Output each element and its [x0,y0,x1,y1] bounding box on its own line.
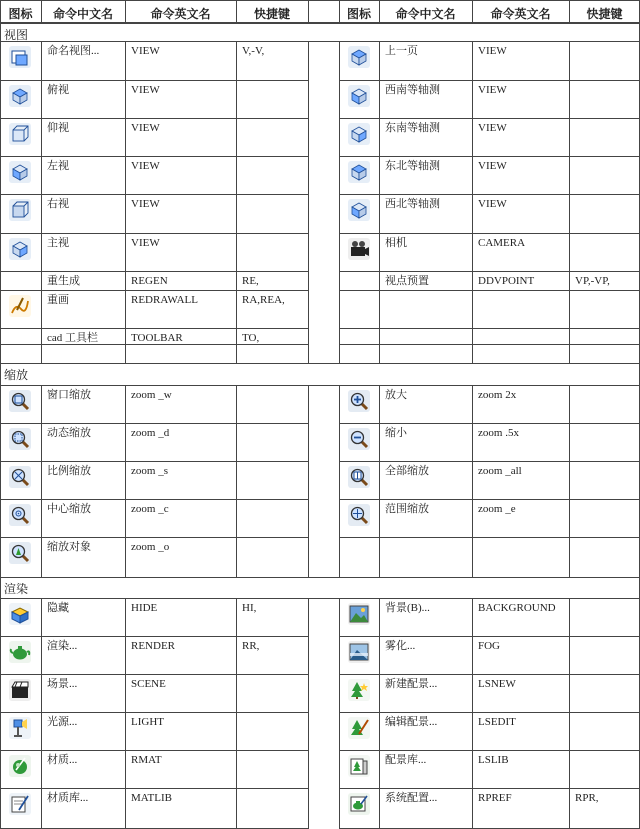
hide-icon [9,603,31,625]
command-chinese-name: 仰视 [47,122,69,134]
grid-line [41,41,42,363]
grid-line [339,344,640,345]
grid-line [339,41,340,363]
command-english-name: VIEW [131,122,160,134]
command-english-name: VIEW [131,198,160,210]
grid-line [339,461,640,462]
header-icon-left: 图标 [8,7,33,21]
grid-line [339,194,640,195]
command-chinese-name: 命名视图... [47,45,100,57]
grid-line [339,363,640,364]
grid-line [0,80,309,81]
grid-line [339,80,640,81]
command-chinese-name: 缩放对象 [47,541,91,553]
grid-line [339,385,340,577]
fog-icon [348,641,370,663]
zoom-window-icon [9,390,31,412]
grid-line [0,271,309,272]
zoom-dynamic-icon [9,428,31,450]
header-icon-right: 图标 [346,7,371,21]
grid-line [339,118,640,119]
right-view-icon [9,199,31,221]
front-view-icon [9,238,31,260]
grid-line [0,290,309,291]
command-chinese-name: 动态缩放 [47,427,91,439]
command-english-name: zoom 2x [478,389,517,401]
command-english-name: BACKGROUND [478,602,556,614]
grid-line [0,41,1,363]
command-chinese-name: 渲染... [47,640,78,652]
command-chinese-name: 场景... [47,678,78,690]
grid-line [339,598,340,828]
redraw-icon [9,295,31,317]
command-english-name: LSNEW [478,678,516,690]
command-chinese-name: 西南等轴测 [385,84,440,96]
grid-line [0,598,309,599]
section-title: 缩放 [4,368,29,382]
grid-line [0,577,1,598]
grid-line [569,41,570,363]
landscape-library-icon [348,755,370,777]
command-chinese-name: 主视 [47,237,69,249]
command-english-name: VIEW [478,198,507,210]
grid-line [339,328,640,329]
light-icon [9,717,31,739]
command-chinese-name: 系统配置... [385,792,438,804]
grid-line [0,750,309,751]
command-english-name: RENDER [131,640,175,652]
command-chinese-name: 中心缩放 [47,503,91,515]
back-view-icon [348,46,370,68]
command-chinese-name: 编辑配景... [385,716,438,728]
command-chinese-name: 配景库... [385,754,427,766]
command-english-name: VIEW [478,160,507,172]
command-english-name: VIEW [478,45,507,57]
command-chinese-name: 右视 [47,198,69,210]
command-chinese-name: 放大 [385,389,407,401]
command-chinese-name: 俯视 [47,84,69,96]
grid-line [569,598,570,828]
grid-line [339,674,640,675]
command-chinese-name: 西北等轴测 [385,198,440,210]
command-english-name: FOG [478,640,501,652]
grid-line [379,598,380,828]
command-shortcut: VP,-VP, [575,275,610,287]
command-english-name: zoom _o [131,541,170,553]
command-shortcut: HI, [242,602,257,614]
material-library-icon [9,793,31,815]
command-english-name: LIGHT [131,716,164,728]
grid-line [125,598,126,828]
left-view-icon [9,161,31,183]
command-english-name: zoom _e [478,503,516,515]
grid-line [0,461,309,462]
command-english-name: REGEN [131,275,168,287]
section-title: 渲染 [4,582,29,596]
grid-line [339,577,640,578]
grid-line [0,674,309,675]
grid-line [472,598,473,828]
grid-line [339,788,640,789]
grid-line [0,385,1,577]
header-cn-right: 命令中文名 [395,7,456,21]
command-shortcut: RR, [242,640,260,652]
grid-line [339,41,640,42]
grid-line [308,0,309,22]
command-chinese-name: 比例缩放 [47,465,91,477]
grid-line [0,598,1,828]
grid-line [0,423,309,424]
grid-line [41,385,42,577]
grid-line [569,385,570,577]
grid-line [0,328,309,329]
grid-line [339,271,640,272]
edit-landscape-icon [348,717,370,739]
grid-line [0,23,1,41]
command-english-name: zoom _w [131,389,172,401]
command-chinese-name: 范围缩放 [385,503,429,515]
grid-line [0,0,640,1]
header-en-right: 命令英文名 [490,7,551,21]
zoom-extents-icon [348,504,370,526]
command-english-name: VIEW [131,237,160,249]
command-chinese-name: 光源... [47,716,78,728]
grid-line [339,598,640,599]
grid-line [472,385,473,577]
command-chinese-name: 缩小 [385,427,407,439]
grid-line [379,385,380,577]
grid-line [0,156,309,157]
command-chinese-name: 重画 [47,294,69,306]
command-shortcut: RPR, [575,792,599,804]
command-english-name: MATLIB [131,792,172,804]
background-icon [348,603,370,625]
grid-line [339,156,640,157]
zoom-out-icon [348,428,370,450]
render-preferences-icon [348,793,370,815]
command-chinese-name: 视点预置 [385,275,429,287]
command-chinese-name: 隐藏 [47,602,69,614]
command-chinese-name: 雾化... [385,640,416,652]
header-key-left: 快捷键 [253,7,290,21]
command-shortcut: RA,REA, [242,294,285,306]
command-chinese-name: 上一页 [385,45,418,57]
command-chinese-name: 窗口缩放 [47,389,91,401]
command-chinese-name: 材质... [47,754,78,766]
command-english-name: VIEW [478,84,507,96]
command-english-name: HIDE [131,602,158,614]
grid-line [125,385,126,577]
grid-line [0,788,309,789]
grid-line [339,423,640,424]
nw-iso-icon [348,199,370,221]
command-english-name: zoom .5x [478,427,519,439]
camera-icon [348,238,370,260]
material-icon [9,755,31,777]
grid-line [308,41,309,363]
grid-line [0,385,309,386]
command-english-name: VIEW [131,84,160,96]
command-chinese-name: 相机 [385,237,407,249]
command-english-name: TOOLBAR [131,332,183,344]
grid-line [308,598,309,828]
grid-line [339,499,640,500]
command-chinese-name: 材质库... [47,792,89,804]
command-chinese-name: 左视 [47,160,69,172]
grid-line [0,577,309,578]
command-english-name: SCENE [131,678,166,690]
grid-line [339,290,640,291]
se-iso-icon [348,123,370,145]
grid-line [236,41,237,363]
command-chinese-name: cad 工具栏 [47,332,99,344]
command-english-name: LSEDIT [478,716,516,728]
top-view-icon [9,85,31,107]
command-english-name: RMAT [131,754,162,766]
ne-iso-icon [348,161,370,183]
command-english-name: LSLIB [478,754,509,766]
grid-line [41,598,42,828]
grid-line [0,363,309,364]
grid-line [339,750,640,751]
command-chinese-name: 背景(B)... [385,602,430,614]
grid-line [379,41,380,363]
command-english-name: VIEW [131,160,160,172]
command-english-name: DDVPOINT [478,275,535,287]
command-english-name: CAMERA [478,237,526,249]
command-english-name: zoom _s [131,465,168,477]
command-english-name: VIEW [131,45,160,57]
command-english-name: zoom _d [131,427,170,439]
command-chinese-name: 新建配景... [385,678,438,690]
command-english-name: zoom _all [478,465,522,477]
header-cn-left: 命令中文名 [52,7,113,21]
grid-line [236,598,237,828]
command-chinese-name: 东北等轴测 [385,160,440,172]
grid-line [472,41,473,363]
command-english-name: zoom _c [131,503,169,515]
grid-line [339,233,640,234]
grid-line [125,41,126,363]
new-landscape-icon [348,679,370,701]
grid-line [0,363,1,385]
grid-line [339,712,640,713]
named-view-icon [9,46,31,68]
command-shortcut: V,-V, [242,45,265,57]
command-shortcut: TO, [242,332,260,344]
render-teapot-icon [9,641,31,663]
sw-iso-icon [348,85,370,107]
zoom-center-icon [9,504,31,526]
section-title: 视图 [4,28,29,42]
command-english-name: VIEW [478,122,507,134]
zoom-object-icon [9,542,31,564]
command-chinese-name: 东南等轴测 [385,122,440,134]
header-key-right: 快捷键 [586,7,623,21]
grid-line [339,385,640,386]
grid-line [236,385,237,577]
grid-line [0,23,640,24]
grid-line [0,712,309,713]
grid-line [0,233,309,234]
grid-line [0,118,309,119]
grid-line [339,537,640,538]
grid-line [0,499,309,500]
zoom-scale-icon [9,466,31,488]
grid-line [339,636,640,637]
command-chinese-name: 全部缩放 [385,465,429,477]
grid-line [0,636,309,637]
command-english-name: RPREF [478,792,512,804]
command-chinese-name: 重生成 [47,275,80,287]
grid-line [308,385,309,577]
grid-line [0,41,309,42]
command-english-name: REDRAWALL [131,294,198,306]
grid-line [0,194,309,195]
header-en-left: 命令英文名 [150,7,211,21]
zoom-all-icon [348,466,370,488]
zoom-in-icon [348,390,370,412]
command-shortcut: RE, [242,275,259,287]
bottom-view-icon [9,123,31,145]
scene-icon [9,679,31,701]
grid-line [0,537,309,538]
